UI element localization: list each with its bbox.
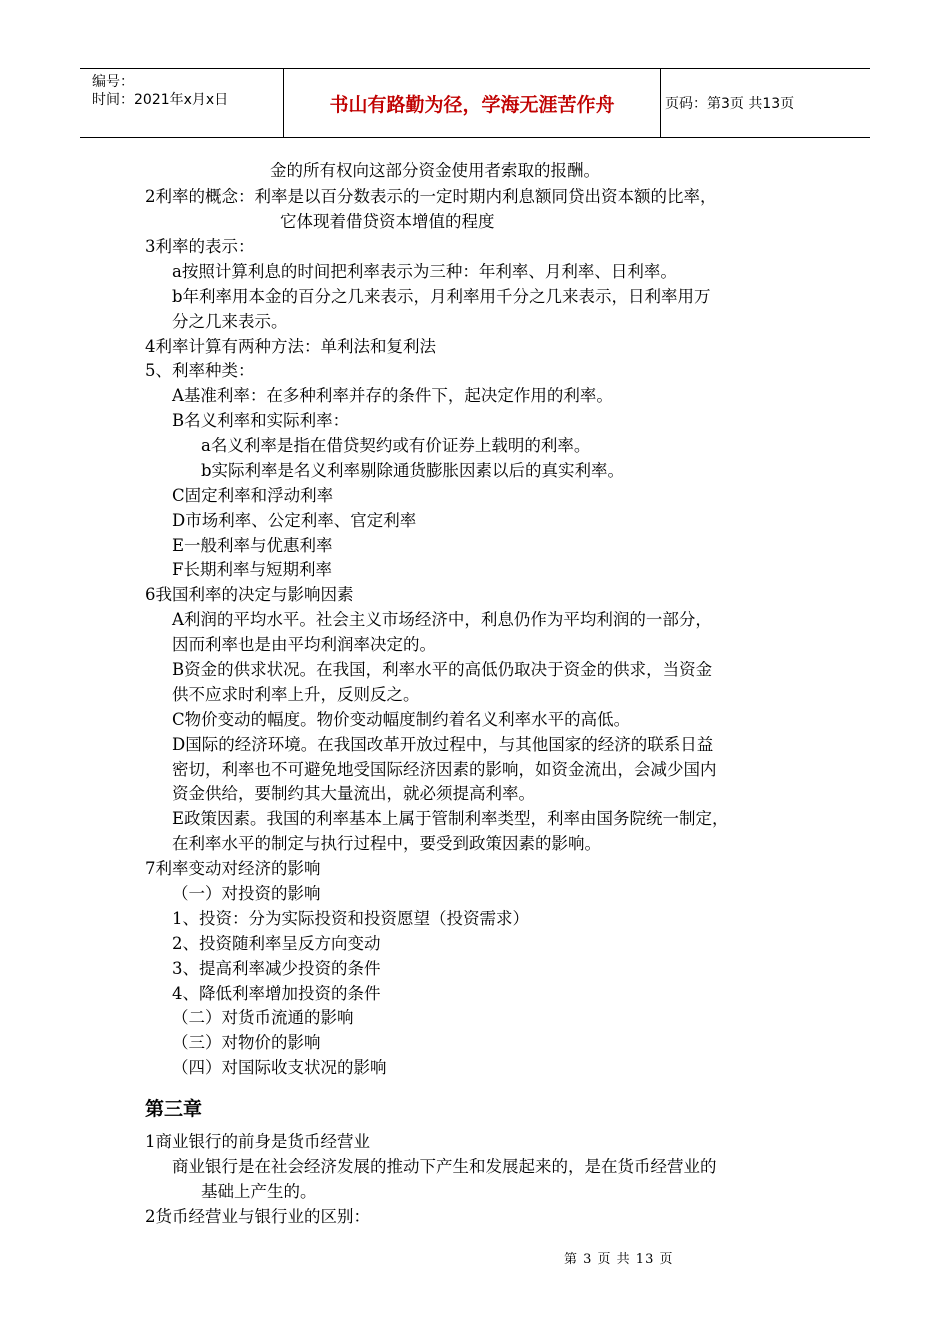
body-line: B名义利率和实际利率： — [172, 411, 350, 430]
body-line: b实际利率是名义利率剔除通货膨胀因素以后的真实利率。 — [201, 461, 625, 480]
body-line: 在利率水平的制定与执行过程中，要受到政策因素的影响。 — [172, 834, 601, 853]
body-line: 商业银行是在社会经济发展的推动下产生和发展起来的，是在货币经营业的 — [172, 1157, 717, 1176]
body-line: （一）对投资的影响 — [172, 884, 321, 903]
body-line: 4利率计算有两种方法：单利法和复利法 — [145, 337, 436, 356]
body-line: a按照计算利息的时间把利率表示为三种：年利率、月利率、日利率。 — [172, 262, 677, 281]
body-line: （三）对物价的影响 — [172, 1033, 321, 1052]
body-line: A基准利率：在多种利率并存的条件下，起决定作用的利率。 — [172, 386, 613, 405]
page-header — [80, 68, 870, 138]
body-line: C固定利率和浮动利率 — [172, 486, 334, 505]
body-line: 1、投资：分为实际投资和投资愿望（投资需求） — [172, 909, 529, 928]
header-time-label: 时间：2021年x月x日 — [92, 92, 229, 108]
body-line: 2、投资随利率呈反方向变动 — [172, 934, 381, 953]
body-line: 金的所有权向这部分资金使用者索取的报酬。 — [270, 161, 600, 180]
body-line: B资金的供求状况。在我国，利率水平的高低仍取决于资金的供求，当资金 — [172, 660, 713, 679]
body-line: 6我国利率的决定与影响因素 — [145, 585, 354, 604]
body-line: （四）对国际收支状况的影响 — [172, 1058, 387, 1077]
body-line: 5、利率种类： — [145, 361, 255, 380]
body-line: 4、降低利率增加投资的条件 — [172, 984, 381, 1003]
footer-page-number: 第 3 页 共 13 页 — [564, 1252, 674, 1267]
body-line: 基础上产生的。 — [201, 1182, 317, 1201]
body-line: 3、提高利率减少投资的条件 — [172, 959, 381, 978]
body-line: （二）对货币流通的影响 — [172, 1008, 354, 1027]
body-line: b年利率用本金的百分之几来表示，月利率用千分之几来表示，日利率用万 — [172, 287, 711, 306]
body-line: 1商业银行的前身是货币经营业 — [145, 1132, 370, 1151]
body-line: 它体现着借贷资本增值的程度 — [280, 212, 495, 231]
header-meta-cell — [80, 69, 284, 137]
body-line: 2货币经营业与银行业的区别： — [145, 1207, 370, 1226]
body-line: 3利率的表示： — [145, 237, 255, 256]
chapter-heading: 第三章 — [145, 1098, 203, 1120]
body-line: A利润的平均水平。社会主义市场经济中，利息仍作为平均利润的一部分， — [172, 610, 712, 629]
body-line: C物价变动的幅度。物价变动幅度制约着名义利率水平的高低。 — [172, 710, 631, 729]
body-line: D市场利率、公定利率、官定利率 — [172, 511, 417, 530]
body-line: a名义利率是指在借贷契约或有价证券上载明的利率。 — [201, 436, 591, 455]
body-line: E政策因素。我国的利率基本上属于管制利率类型，利率由国务院统一制定， — [172, 809, 729, 828]
body-line: 分之几来表示。 — [172, 312, 288, 331]
body-line: D国际的经济环境。在我国改革开放过程中，与其他国家的经济的联系日益 — [172, 735, 714, 754]
header-number-label: 编号： — [92, 74, 134, 90]
header-page-info: 页码：第3页 共13页 — [665, 96, 795, 112]
body-line: 因而利率也是由平均利润率决定的。 — [172, 635, 436, 654]
body-line: 7利率变动对经济的影响 — [145, 859, 321, 878]
body-line: 供不应求时利率上升，反则反之。 — [172, 685, 420, 704]
body-line: 密切，利率也不可避免地受国际经济因素的影响，如资金流出，会减少国内 — [172, 760, 717, 779]
header-motto: 书山有路勤为径，学海无涯苦作舟 — [284, 69, 661, 137]
body-line: F长期利率与短期利率 — [172, 560, 332, 579]
body-line: 2利率的概念：利率是以百分数表示的一定时期内利息额同贷出资本额的比率， — [145, 187, 717, 206]
body-line: E一般利率与优惠利率 — [172, 536, 333, 555]
body-line: 资金供给，要制约其大量流出，就必须提高利率。 — [172, 784, 535, 803]
